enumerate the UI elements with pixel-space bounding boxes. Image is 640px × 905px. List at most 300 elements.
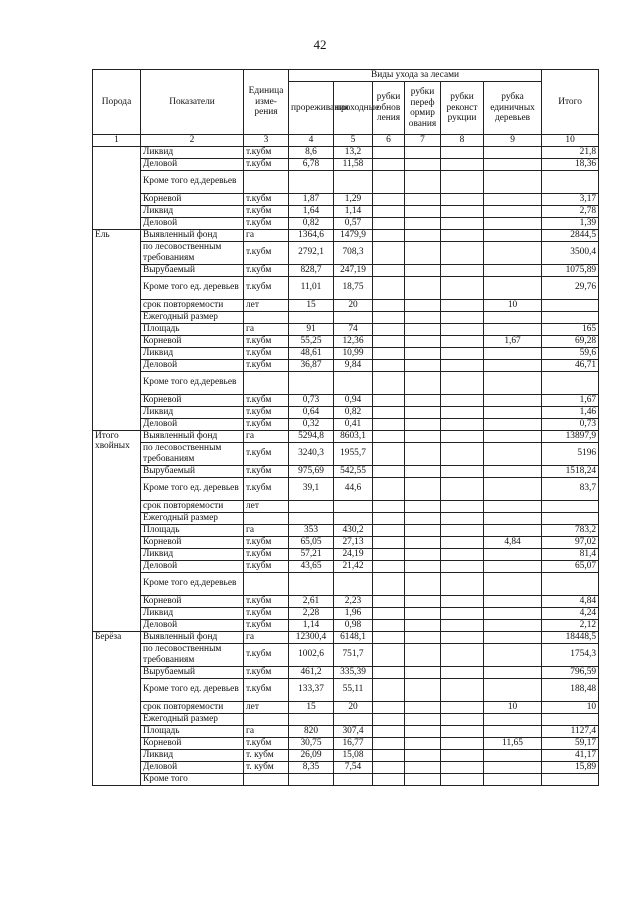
unit-cell: т.кубм: [244, 335, 289, 347]
table-row: [93, 666, 599, 678]
passing-cell: 27,13: [334, 536, 373, 548]
table-row: [93, 299, 599, 311]
passing-cell: 13,2: [334, 146, 373, 158]
renewal-cell: [373, 713, 405, 725]
column-number: 8: [441, 135, 484, 147]
table-row: [93, 524, 599, 536]
passing-cell: 1,96: [334, 607, 373, 619]
table-row: [93, 418, 599, 430]
thinning-cell: 0,82: [289, 217, 334, 229]
reformation-cell: [405, 311, 441, 323]
renewal-cell: [373, 631, 405, 643]
thinning-cell: 2,61: [289, 595, 334, 607]
total-cell: 4,24: [542, 607, 599, 619]
indicator-cell: Кроме того ед. деревьев: [141, 276, 244, 299]
table-row: [93, 311, 599, 323]
reformation-cell: [405, 713, 441, 725]
indicator-cell: по лесовоственным требованиям: [141, 442, 244, 465]
total-cell: 65,07: [542, 560, 599, 572]
reformation-cell: [405, 323, 441, 335]
total-cell: 1518,24: [542, 465, 599, 477]
passing-cell: [334, 311, 373, 323]
single-trees-cell: 10: [484, 299, 542, 311]
single-trees-cell: [484, 442, 542, 465]
renewal-cell: [373, 276, 405, 299]
table-row: [93, 713, 599, 725]
indicator-cell: Корневой: [141, 335, 244, 347]
passing-cell: 0,57: [334, 217, 373, 229]
reformation-cell: [405, 631, 441, 643]
header-indicators: Показатели: [141, 70, 244, 135]
reformation-cell: [405, 193, 441, 205]
passing-cell: 542,55: [334, 465, 373, 477]
reformation-cell: [405, 241, 441, 264]
passing-cell: 16,77: [334, 737, 373, 749]
single-trees-cell: [484, 311, 542, 323]
thinning-cell: 12300,4: [289, 631, 334, 643]
passing-cell: 55,11: [334, 678, 373, 701]
passing-cell: 24,19: [334, 548, 373, 560]
table-row: [93, 430, 599, 442]
renewal-cell: [373, 619, 405, 631]
thinning-cell: 0,73: [289, 394, 334, 406]
single-trees-cell: [484, 713, 542, 725]
indicator-cell: Ежегодный размер: [141, 713, 244, 725]
total-cell: 1,39: [542, 217, 599, 229]
thinning-cell: [289, 500, 334, 512]
passing-cell: 20: [334, 299, 373, 311]
thinning-cell: 6,78: [289, 158, 334, 170]
indicator-cell: Кроме того ед. деревьев: [141, 477, 244, 500]
reformation-cell: [405, 418, 441, 430]
passing-cell: 247,19: [334, 264, 373, 276]
unit-cell: т.кубм: [244, 595, 289, 607]
total-cell: 83,7: [542, 477, 599, 500]
total-cell: [542, 311, 599, 323]
total-cell: 4,84: [542, 595, 599, 607]
unit-cell: т.кубм: [244, 146, 289, 158]
renewal-cell: [373, 394, 405, 406]
table-body: [93, 146, 599, 785]
table-row: [93, 371, 599, 394]
column-number: 10: [542, 135, 599, 147]
total-cell: 18,36: [542, 158, 599, 170]
single-trees-cell: [484, 607, 542, 619]
reformation-cell: [405, 158, 441, 170]
renewal-cell: [373, 205, 405, 217]
table-row: [93, 442, 599, 465]
indicator-cell: Ликвид: [141, 607, 244, 619]
single-trees-cell: [484, 170, 542, 193]
single-trees-cell: [484, 241, 542, 264]
header-care-types: Виды ухода за лесами: [289, 70, 542, 82]
total-cell: 5196: [542, 442, 599, 465]
reconstruction-cell: [441, 193, 484, 205]
thinning-cell: 15: [289, 299, 334, 311]
reformation-cell: [405, 371, 441, 394]
reconstruction-cell: [441, 371, 484, 394]
unit-cell: га: [244, 229, 289, 241]
total-cell: [542, 500, 599, 512]
species-cell: Ель: [93, 229, 141, 430]
reformation-cell: [405, 678, 441, 701]
unit-cell: [244, 512, 289, 524]
reconstruction-cell: [441, 560, 484, 572]
total-cell: 10: [542, 701, 599, 713]
single-trees-cell: [484, 359, 542, 371]
reconstruction-cell: [441, 631, 484, 643]
reconstruction-cell: [441, 737, 484, 749]
indicator-cell: Корневой: [141, 595, 244, 607]
renewal-cell: [373, 193, 405, 205]
reconstruction-cell: [441, 299, 484, 311]
passing-cell: 1,29: [334, 193, 373, 205]
indicator-cell: Деловой: [141, 619, 244, 631]
reconstruction-cell: [441, 548, 484, 560]
reconstruction-cell: [441, 761, 484, 773]
reformation-cell: [405, 595, 441, 607]
passing-cell: 7,54: [334, 761, 373, 773]
header-reconstruction: рубки реконст рукции: [441, 82, 484, 135]
thinning-cell: 43,65: [289, 560, 334, 572]
header-total: Итого: [542, 70, 599, 135]
passing-cell: [334, 500, 373, 512]
table-row: [93, 548, 599, 560]
reformation-cell: [405, 773, 441, 785]
reformation-cell: [405, 737, 441, 749]
unit-cell: лет: [244, 500, 289, 512]
single-trees-cell: [484, 418, 542, 430]
passing-cell: 0,98: [334, 619, 373, 631]
total-cell: 29,76: [542, 276, 599, 299]
indicator-cell: Вырубаемый: [141, 465, 244, 477]
thinning-cell: [289, 512, 334, 524]
indicator-cell: Кроме того ед.деревьев: [141, 170, 244, 193]
thinning-cell: 1,64: [289, 205, 334, 217]
renewal-cell: [373, 299, 405, 311]
total-cell: 15,89: [542, 761, 599, 773]
indicator-cell: Вырубаемый: [141, 666, 244, 678]
table-row: [93, 170, 599, 193]
total-cell: 1075,89: [542, 264, 599, 276]
reconstruction-cell: [441, 430, 484, 442]
total-cell: [542, 713, 599, 725]
thinning-cell: 30,75: [289, 737, 334, 749]
unit-cell: га: [244, 524, 289, 536]
single-trees-cell: [484, 761, 542, 773]
reconstruction-cell: [441, 465, 484, 477]
indicator-cell: Выявленный фонд: [141, 430, 244, 442]
unit-cell: га: [244, 323, 289, 335]
species-cell: Берёза: [93, 631, 141, 785]
thinning-cell: 26,09: [289, 749, 334, 761]
thinning-cell: 91: [289, 323, 334, 335]
passing-cell: 8603,1: [334, 430, 373, 442]
reconstruction-cell: [441, 701, 484, 713]
reconstruction-cell: [441, 713, 484, 725]
table-row: [93, 725, 599, 737]
species-cell: [93, 146, 141, 229]
reconstruction-cell: [441, 442, 484, 465]
passing-cell: 18,75: [334, 276, 373, 299]
thinning-cell: 3240,3: [289, 442, 334, 465]
single-trees-cell: [484, 678, 542, 701]
passing-cell: 44,6: [334, 477, 373, 500]
total-cell: 188,48: [542, 678, 599, 701]
unit-cell: т.кубм: [244, 205, 289, 217]
table-row: [93, 536, 599, 548]
header-reformation: рубки переф ормир ования: [405, 82, 441, 135]
reformation-cell: [405, 560, 441, 572]
thinning-cell: 55,25: [289, 335, 334, 347]
unit-cell: га: [244, 631, 289, 643]
unit-cell: [244, 773, 289, 785]
total-cell: 13897,9: [542, 430, 599, 442]
forest-care-table: [92, 69, 599, 786]
renewal-cell: [373, 406, 405, 418]
renewal-cell: [373, 477, 405, 500]
total-cell: 1754,3: [542, 643, 599, 666]
header-single-trees: рубка единичных деревьев: [484, 82, 542, 135]
passing-cell: [334, 371, 373, 394]
table-row: [93, 560, 599, 572]
unit-cell: [244, 170, 289, 193]
single-trees-cell: [484, 465, 542, 477]
passing-cell: 1479,9: [334, 229, 373, 241]
indicator-cell: Деловой: [141, 217, 244, 229]
unit-cell: т.кубм: [244, 666, 289, 678]
single-trees-cell: [484, 276, 542, 299]
thinning-cell: [289, 170, 334, 193]
column-number: 2: [141, 135, 244, 147]
indicator-cell: срок повторяемости: [141, 701, 244, 713]
thinning-cell: 8,35: [289, 761, 334, 773]
reformation-cell: [405, 666, 441, 678]
renewal-cell: [373, 536, 405, 548]
reconstruction-cell: [441, 217, 484, 229]
indicator-cell: по лесовоственным требованиям: [141, 241, 244, 264]
thinning-cell: 11,01: [289, 276, 334, 299]
single-trees-cell: [484, 631, 542, 643]
total-cell: 59,17: [542, 737, 599, 749]
reformation-cell: [405, 619, 441, 631]
single-trees-cell: 11,65: [484, 737, 542, 749]
unit-cell: [244, 572, 289, 595]
thinning-cell: [289, 713, 334, 725]
renewal-cell: [373, 347, 405, 359]
passing-cell: [334, 773, 373, 785]
single-trees-cell: [484, 158, 542, 170]
indicator-cell: Кроме того ед.деревьев: [141, 371, 244, 394]
unit-cell: т.кубм: [244, 217, 289, 229]
single-trees-cell: [484, 371, 542, 394]
reformation-cell: [405, 406, 441, 418]
unit-cell: т. кубм: [244, 761, 289, 773]
unit-cell: т.кубм: [244, 643, 289, 666]
single-trees-cell: [484, 229, 542, 241]
thinning-cell: [289, 773, 334, 785]
reconstruction-cell: [441, 241, 484, 264]
table-row: [93, 323, 599, 335]
renewal-cell: [373, 666, 405, 678]
unit-cell: лет: [244, 299, 289, 311]
total-cell: [542, 371, 599, 394]
indicator-cell: Площадь: [141, 323, 244, 335]
unit-cell: т.кубм: [244, 442, 289, 465]
unit-cell: т.кубм: [244, 737, 289, 749]
thinning-cell: 0,64: [289, 406, 334, 418]
column-numbers-row: [93, 135, 599, 147]
passing-cell: 751,7: [334, 643, 373, 666]
reconstruction-cell: [441, 276, 484, 299]
indicator-cell: срок повторяемости: [141, 500, 244, 512]
renewal-cell: [373, 170, 405, 193]
renewal-cell: [373, 572, 405, 595]
reformation-cell: [405, 146, 441, 158]
renewal-cell: [373, 560, 405, 572]
reformation-cell: [405, 536, 441, 548]
reformation-cell: [405, 512, 441, 524]
reformation-cell: [405, 643, 441, 666]
header-passing: проходные: [334, 82, 373, 135]
renewal-cell: [373, 643, 405, 666]
reconstruction-cell: [441, 347, 484, 359]
indicator-cell: Деловой: [141, 158, 244, 170]
unit-cell: лет: [244, 701, 289, 713]
table-row: [93, 761, 599, 773]
single-trees-cell: [484, 643, 542, 666]
thinning-cell: 1,14: [289, 619, 334, 631]
reformation-cell: [405, 217, 441, 229]
passing-cell: [334, 512, 373, 524]
total-cell: 3,17: [542, 193, 599, 205]
reconstruction-cell: [441, 359, 484, 371]
renewal-cell: [373, 241, 405, 264]
indicator-cell: Площадь: [141, 725, 244, 737]
indicator-cell: Ликвид: [141, 205, 244, 217]
reconstruction-cell: [441, 643, 484, 666]
passing-cell: 9,84: [334, 359, 373, 371]
reformation-cell: [405, 465, 441, 477]
single-trees-cell: [484, 193, 542, 205]
thinning-cell: 461,2: [289, 666, 334, 678]
single-trees-cell: [484, 560, 542, 572]
reconstruction-cell: [441, 406, 484, 418]
passing-cell: 12,36: [334, 335, 373, 347]
reformation-cell: [405, 607, 441, 619]
column-number: 6: [373, 135, 405, 147]
total-cell: 41,17: [542, 749, 599, 761]
unit-cell: т. кубм: [244, 749, 289, 761]
unit-cell: т.кубм: [244, 241, 289, 264]
unit-cell: т.кубм: [244, 678, 289, 701]
indicator-cell: Деловой: [141, 359, 244, 371]
table-row: [93, 595, 599, 607]
unit-cell: т.кубм: [244, 465, 289, 477]
renewal-cell: [373, 418, 405, 430]
thinning-cell: 1364,6: [289, 229, 334, 241]
table-row: [93, 737, 599, 749]
renewal-cell: [373, 442, 405, 465]
renewal-cell: [373, 701, 405, 713]
passing-cell: [334, 572, 373, 595]
unit-cell: га: [244, 725, 289, 737]
thinning-cell: 0,32: [289, 418, 334, 430]
reformation-cell: [405, 572, 441, 595]
total-cell: 21,8: [542, 146, 599, 158]
passing-cell: 2,23: [334, 595, 373, 607]
reconstruction-cell: [441, 619, 484, 631]
thinning-cell: 8,6: [289, 146, 334, 158]
renewal-cell: [373, 773, 405, 785]
unit-cell: т.кубм: [244, 560, 289, 572]
single-trees-cell: [484, 430, 542, 442]
table-row: [93, 241, 599, 264]
single-trees-cell: [484, 205, 542, 217]
column-number: 4: [289, 135, 334, 147]
reformation-cell: [405, 335, 441, 347]
reformation-cell: [405, 749, 441, 761]
thinning-cell: 48,61: [289, 347, 334, 359]
reformation-cell: [405, 359, 441, 371]
renewal-cell: [373, 607, 405, 619]
table-row: [93, 512, 599, 524]
table-row: [93, 394, 599, 406]
unit-cell: т.кубм: [244, 536, 289, 548]
total-cell: [542, 299, 599, 311]
total-cell: 69,28: [542, 335, 599, 347]
table-row: [93, 359, 599, 371]
single-trees-cell: [484, 477, 542, 500]
table-row: [93, 500, 599, 512]
thinning-cell: 975,69: [289, 465, 334, 477]
indicator-cell: Площадь: [141, 524, 244, 536]
unit-cell: т.кубм: [244, 477, 289, 500]
reconstruction-cell: [441, 500, 484, 512]
indicator-cell: Ликвид: [141, 548, 244, 560]
renewal-cell: [373, 737, 405, 749]
passing-cell: [334, 713, 373, 725]
reconstruction-cell: [441, 146, 484, 158]
thinning-cell: 353: [289, 524, 334, 536]
total-cell: 18448,5: [542, 631, 599, 643]
single-trees-cell: 1,67: [484, 335, 542, 347]
unit-cell: т.кубм: [244, 607, 289, 619]
thinning-cell: 15: [289, 701, 334, 713]
reconstruction-cell: [441, 595, 484, 607]
indicator-cell: Корневой: [141, 536, 244, 548]
thinning-cell: [289, 371, 334, 394]
table-row: [93, 158, 599, 170]
total-cell: 3500,4: [542, 241, 599, 264]
reconstruction-cell: [441, 524, 484, 536]
thinning-cell: 57,21: [289, 548, 334, 560]
thinning-cell: [289, 572, 334, 595]
reformation-cell: [405, 725, 441, 737]
table-row: [93, 701, 599, 713]
reconstruction-cell: [441, 335, 484, 347]
reformation-cell: [405, 170, 441, 193]
total-cell: 2,78: [542, 205, 599, 217]
renewal-cell: [373, 323, 405, 335]
passing-cell: 430,2: [334, 524, 373, 536]
passing-cell: 0,82: [334, 406, 373, 418]
reconstruction-cell: [441, 264, 484, 276]
table-row: [93, 335, 599, 347]
total-cell: 97,02: [542, 536, 599, 548]
total-cell: [542, 572, 599, 595]
unit-cell: т.кубм: [244, 418, 289, 430]
